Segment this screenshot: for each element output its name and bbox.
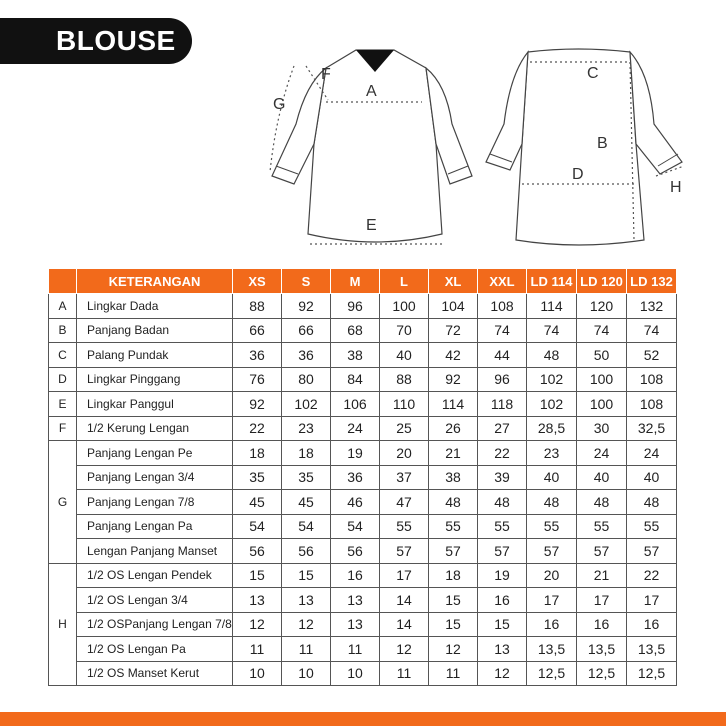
table-header-row [49, 269, 677, 294]
size-value-cell: 55 [577, 514, 627, 539]
size-value-cell: 11 [331, 637, 380, 662]
size-value-cell: 17 [527, 588, 577, 613]
size-value-cell: 18 [429, 563, 478, 588]
size-value-cell: 25 [380, 416, 429, 441]
size-value-cell: 35 [282, 465, 331, 490]
size-value-cell: 35 [233, 465, 282, 490]
size-value-cell: 66 [282, 318, 331, 343]
size-value-cell: 48 [627, 490, 677, 515]
size-value-cell: 12 [380, 637, 429, 662]
size-value-cell: 39 [478, 465, 527, 490]
row-label-cell: Palang Pundak [77, 343, 233, 368]
size-value-cell: 45 [233, 490, 282, 515]
label-d: D [572, 166, 584, 183]
size-value-cell: 22 [478, 441, 527, 466]
size-value-cell: 24 [577, 441, 627, 466]
size-value-cell: 21 [577, 563, 627, 588]
size-value-cell: 45 [282, 490, 331, 515]
size-value-cell: 54 [233, 514, 282, 539]
size-value-cell: 114 [527, 294, 577, 319]
header-cell: S [282, 269, 331, 294]
size-value-cell: 92 [282, 294, 331, 319]
size-value-cell: 21 [429, 441, 478, 466]
size-value-cell: 47 [380, 490, 429, 515]
row-label-cell: Lengan Panjang Manset [77, 539, 233, 564]
size-value-cell: 118 [478, 392, 527, 417]
header-code-cell [49, 269, 77, 294]
size-value-cell: 36 [282, 343, 331, 368]
row-code-cell: C [49, 343, 77, 368]
size-value-cell: 16 [627, 612, 677, 637]
size-value-cell: 12 [282, 612, 331, 637]
size-value-cell: 72 [429, 318, 478, 343]
label-c: C [587, 65, 599, 82]
size-value-cell: 10 [233, 661, 282, 686]
size-value-cell: 11 [282, 637, 331, 662]
size-value-cell: 108 [478, 294, 527, 319]
size-value-cell: 12,5 [527, 661, 577, 686]
row-label-cell: Lingkar Pinggang [77, 367, 233, 392]
size-value-cell: 13 [331, 612, 380, 637]
header-cell: LD 114 [527, 269, 577, 294]
row-label-cell: 1/2 OS Lengan Pendek [77, 563, 233, 588]
size-value-cell: 13,5 [577, 637, 627, 662]
size-value-cell: 102 [527, 392, 577, 417]
size-value-cell: 13 [478, 637, 527, 662]
header-cell: LD 120 [577, 269, 627, 294]
table-row [49, 588, 677, 613]
label-g: G [273, 96, 286, 113]
size-value-cell: 57 [627, 539, 677, 564]
size-value-cell: 102 [527, 367, 577, 392]
size-value-cell: 88 [233, 294, 282, 319]
size-value-cell: 68 [331, 318, 380, 343]
bottom-accent-bar [0, 712, 726, 726]
size-value-cell: 55 [527, 514, 577, 539]
size-value-cell: 74 [527, 318, 577, 343]
table-row [49, 318, 677, 343]
page-title: BLOUSE [56, 25, 176, 56]
row-label-cell: 1/2 Kerung Lengan [77, 416, 233, 441]
size-value-cell: 13 [331, 588, 380, 613]
row-label-cell: 1/2 OS Lengan 3/4 [77, 588, 233, 613]
size-value-cell: 16 [577, 612, 627, 637]
size-value-cell: 55 [429, 514, 478, 539]
size-value-cell: 57 [478, 539, 527, 564]
size-value-cell: 10 [331, 661, 380, 686]
size-value-cell: 13 [233, 588, 282, 613]
table-row [49, 539, 677, 564]
size-value-cell: 16 [331, 563, 380, 588]
size-value-cell: 12 [478, 661, 527, 686]
size-value-cell: 14 [380, 612, 429, 637]
size-value-cell: 11 [429, 661, 478, 686]
size-value-cell: 46 [331, 490, 380, 515]
table-row [49, 612, 677, 637]
table-row [49, 465, 677, 490]
size-value-cell: 100 [577, 367, 627, 392]
size-value-cell: 19 [478, 563, 527, 588]
size-value-cell: 17 [577, 588, 627, 613]
size-value-cell: 20 [527, 563, 577, 588]
table-row [49, 416, 677, 441]
size-value-cell: 16 [478, 588, 527, 613]
size-value-cell: 48 [527, 490, 577, 515]
size-value-cell: 57 [429, 539, 478, 564]
size-value-cell: 13,5 [527, 637, 577, 662]
size-value-cell: 27 [478, 416, 527, 441]
table-row [49, 563, 677, 588]
size-value-cell: 37 [380, 465, 429, 490]
table-row [49, 343, 677, 368]
size-value-cell: 96 [478, 367, 527, 392]
size-value-cell: 52 [627, 343, 677, 368]
size-value-cell: 55 [380, 514, 429, 539]
size-value-cell: 55 [478, 514, 527, 539]
size-value-cell: 15 [478, 612, 527, 637]
row-code-cell: B [49, 318, 77, 343]
header-cell: XXL [478, 269, 527, 294]
size-value-cell: 13,5 [627, 637, 677, 662]
size-value-cell: 22 [233, 416, 282, 441]
size-value-cell: 74 [577, 318, 627, 343]
row-label-cell: 1/2 OS Lengan Pa [77, 637, 233, 662]
table-row [49, 441, 677, 466]
row-code-cell: A [49, 294, 77, 319]
size-value-cell: 36 [331, 465, 380, 490]
size-value-cell: 48 [478, 490, 527, 515]
table-row [49, 514, 677, 539]
size-value-cell: 13 [282, 588, 331, 613]
size-value-cell: 14 [380, 588, 429, 613]
row-label-cell: 1/2 OS Manset Kerut [77, 661, 233, 686]
size-value-cell: 108 [627, 392, 677, 417]
size-value-cell: 57 [577, 539, 627, 564]
size-value-cell: 42 [429, 343, 478, 368]
row-label-cell: Panjang Lengan Pe [77, 441, 233, 466]
size-value-cell: 88 [380, 367, 429, 392]
table-row [49, 490, 677, 515]
label-f: F [321, 66, 331, 83]
size-value-cell: 100 [380, 294, 429, 319]
size-value-cell: 18 [233, 441, 282, 466]
size-value-cell: 70 [380, 318, 429, 343]
row-code-cell: H [49, 563, 77, 686]
size-value-cell: 66 [233, 318, 282, 343]
size-value-cell: 57 [527, 539, 577, 564]
size-value-cell: 40 [577, 465, 627, 490]
size-value-cell: 80 [282, 367, 331, 392]
header-cell: L [380, 269, 429, 294]
label-b: B [597, 135, 608, 152]
table-row [49, 294, 677, 319]
row-label-cell: Panjang Lengan 3/4 [77, 465, 233, 490]
size-value-cell: 24 [627, 441, 677, 466]
size-value-cell: 26 [429, 416, 478, 441]
row-code-cell: E [49, 392, 77, 417]
size-value-cell: 74 [627, 318, 677, 343]
size-value-cell: 110 [380, 392, 429, 417]
size-value-cell: 12 [233, 612, 282, 637]
header-cell: KETERANGAN [77, 269, 233, 294]
header-cell: XS [233, 269, 282, 294]
row-code-cell: D [49, 367, 77, 392]
size-chart-table [48, 268, 677, 686]
size-value-cell: 132 [627, 294, 677, 319]
header-cell: LD 132 [627, 269, 677, 294]
size-value-cell: 15 [429, 612, 478, 637]
header-cell: M [331, 269, 380, 294]
size-value-cell: 74 [478, 318, 527, 343]
size-value-cell: 15 [282, 563, 331, 588]
size-value-cell: 56 [331, 539, 380, 564]
size-value-cell: 28,5 [527, 416, 577, 441]
size-value-cell: 15 [233, 563, 282, 588]
size-value-cell: 44 [478, 343, 527, 368]
table-row [49, 392, 677, 417]
size-value-cell: 11 [233, 637, 282, 662]
header-cell: XL [429, 269, 478, 294]
size-value-cell: 38 [331, 343, 380, 368]
size-value-cell: 20 [380, 441, 429, 466]
row-label-cell: Panjang Badan [77, 318, 233, 343]
size-value-cell: 92 [429, 367, 478, 392]
size-value-cell: 54 [331, 514, 380, 539]
size-value-cell: 48 [429, 490, 478, 515]
size-value-cell: 23 [282, 416, 331, 441]
size-value-cell: 12 [429, 637, 478, 662]
size-value-cell: 92 [233, 392, 282, 417]
size-value-cell: 56 [282, 539, 331, 564]
size-value-cell: 100 [577, 392, 627, 417]
label-h: H [670, 179, 682, 196]
size-value-cell: 102 [282, 392, 331, 417]
size-value-cell: 22 [627, 563, 677, 588]
size-value-cell: 108 [627, 367, 677, 392]
size-value-cell: 84 [331, 367, 380, 392]
table-row [49, 367, 677, 392]
row-label-cell: Panjang Lengan Pa [77, 514, 233, 539]
row-label-cell: Panjang Lengan 7/8 [77, 490, 233, 515]
size-value-cell: 24 [331, 416, 380, 441]
size-value-cell: 120 [577, 294, 627, 319]
size-value-cell: 40 [380, 343, 429, 368]
size-value-cell: 12,5 [577, 661, 627, 686]
size-value-cell: 15 [429, 588, 478, 613]
table-row [49, 661, 677, 686]
size-value-cell: 50 [577, 343, 627, 368]
row-label-cell: Lingkar Dada [77, 294, 233, 319]
size-value-cell: 48 [577, 490, 627, 515]
size-value-cell: 18 [282, 441, 331, 466]
size-value-cell: 17 [380, 563, 429, 588]
size-value-cell: 36 [233, 343, 282, 368]
size-value-cell: 19 [331, 441, 380, 466]
size-value-cell: 54 [282, 514, 331, 539]
size-value-cell: 96 [331, 294, 380, 319]
size-value-cell: 23 [527, 441, 577, 466]
size-value-cell: 30 [577, 416, 627, 441]
size-value-cell: 11 [380, 661, 429, 686]
row-label-cell: Lingkar Panggul [77, 392, 233, 417]
size-value-cell: 38 [429, 465, 478, 490]
title-badge [0, 18, 192, 64]
size-value-cell: 40 [527, 465, 577, 490]
label-a: A [366, 83, 377, 100]
size-value-cell: 40 [627, 465, 677, 490]
size-value-cell: 114 [429, 392, 478, 417]
size-value-cell: 104 [429, 294, 478, 319]
size-value-cell: 76 [233, 367, 282, 392]
size-value-cell: 48 [527, 343, 577, 368]
size-value-cell: 57 [380, 539, 429, 564]
size-value-cell: 32,5 [627, 416, 677, 441]
label-e: E [366, 217, 377, 234]
size-value-cell: 12,5 [627, 661, 677, 686]
size-value-cell: 56 [233, 539, 282, 564]
row-code-cell: G [49, 441, 77, 564]
size-value-cell: 16 [527, 612, 577, 637]
row-label-cell: 1/2 OSPanjang Lengan 7/8 [77, 612, 233, 637]
size-value-cell: 17 [627, 588, 677, 613]
size-value-cell: 55 [627, 514, 677, 539]
table-row [49, 637, 677, 662]
size-value-cell: 106 [331, 392, 380, 417]
size-value-cell: 10 [282, 661, 331, 686]
row-code-cell: F [49, 416, 77, 441]
